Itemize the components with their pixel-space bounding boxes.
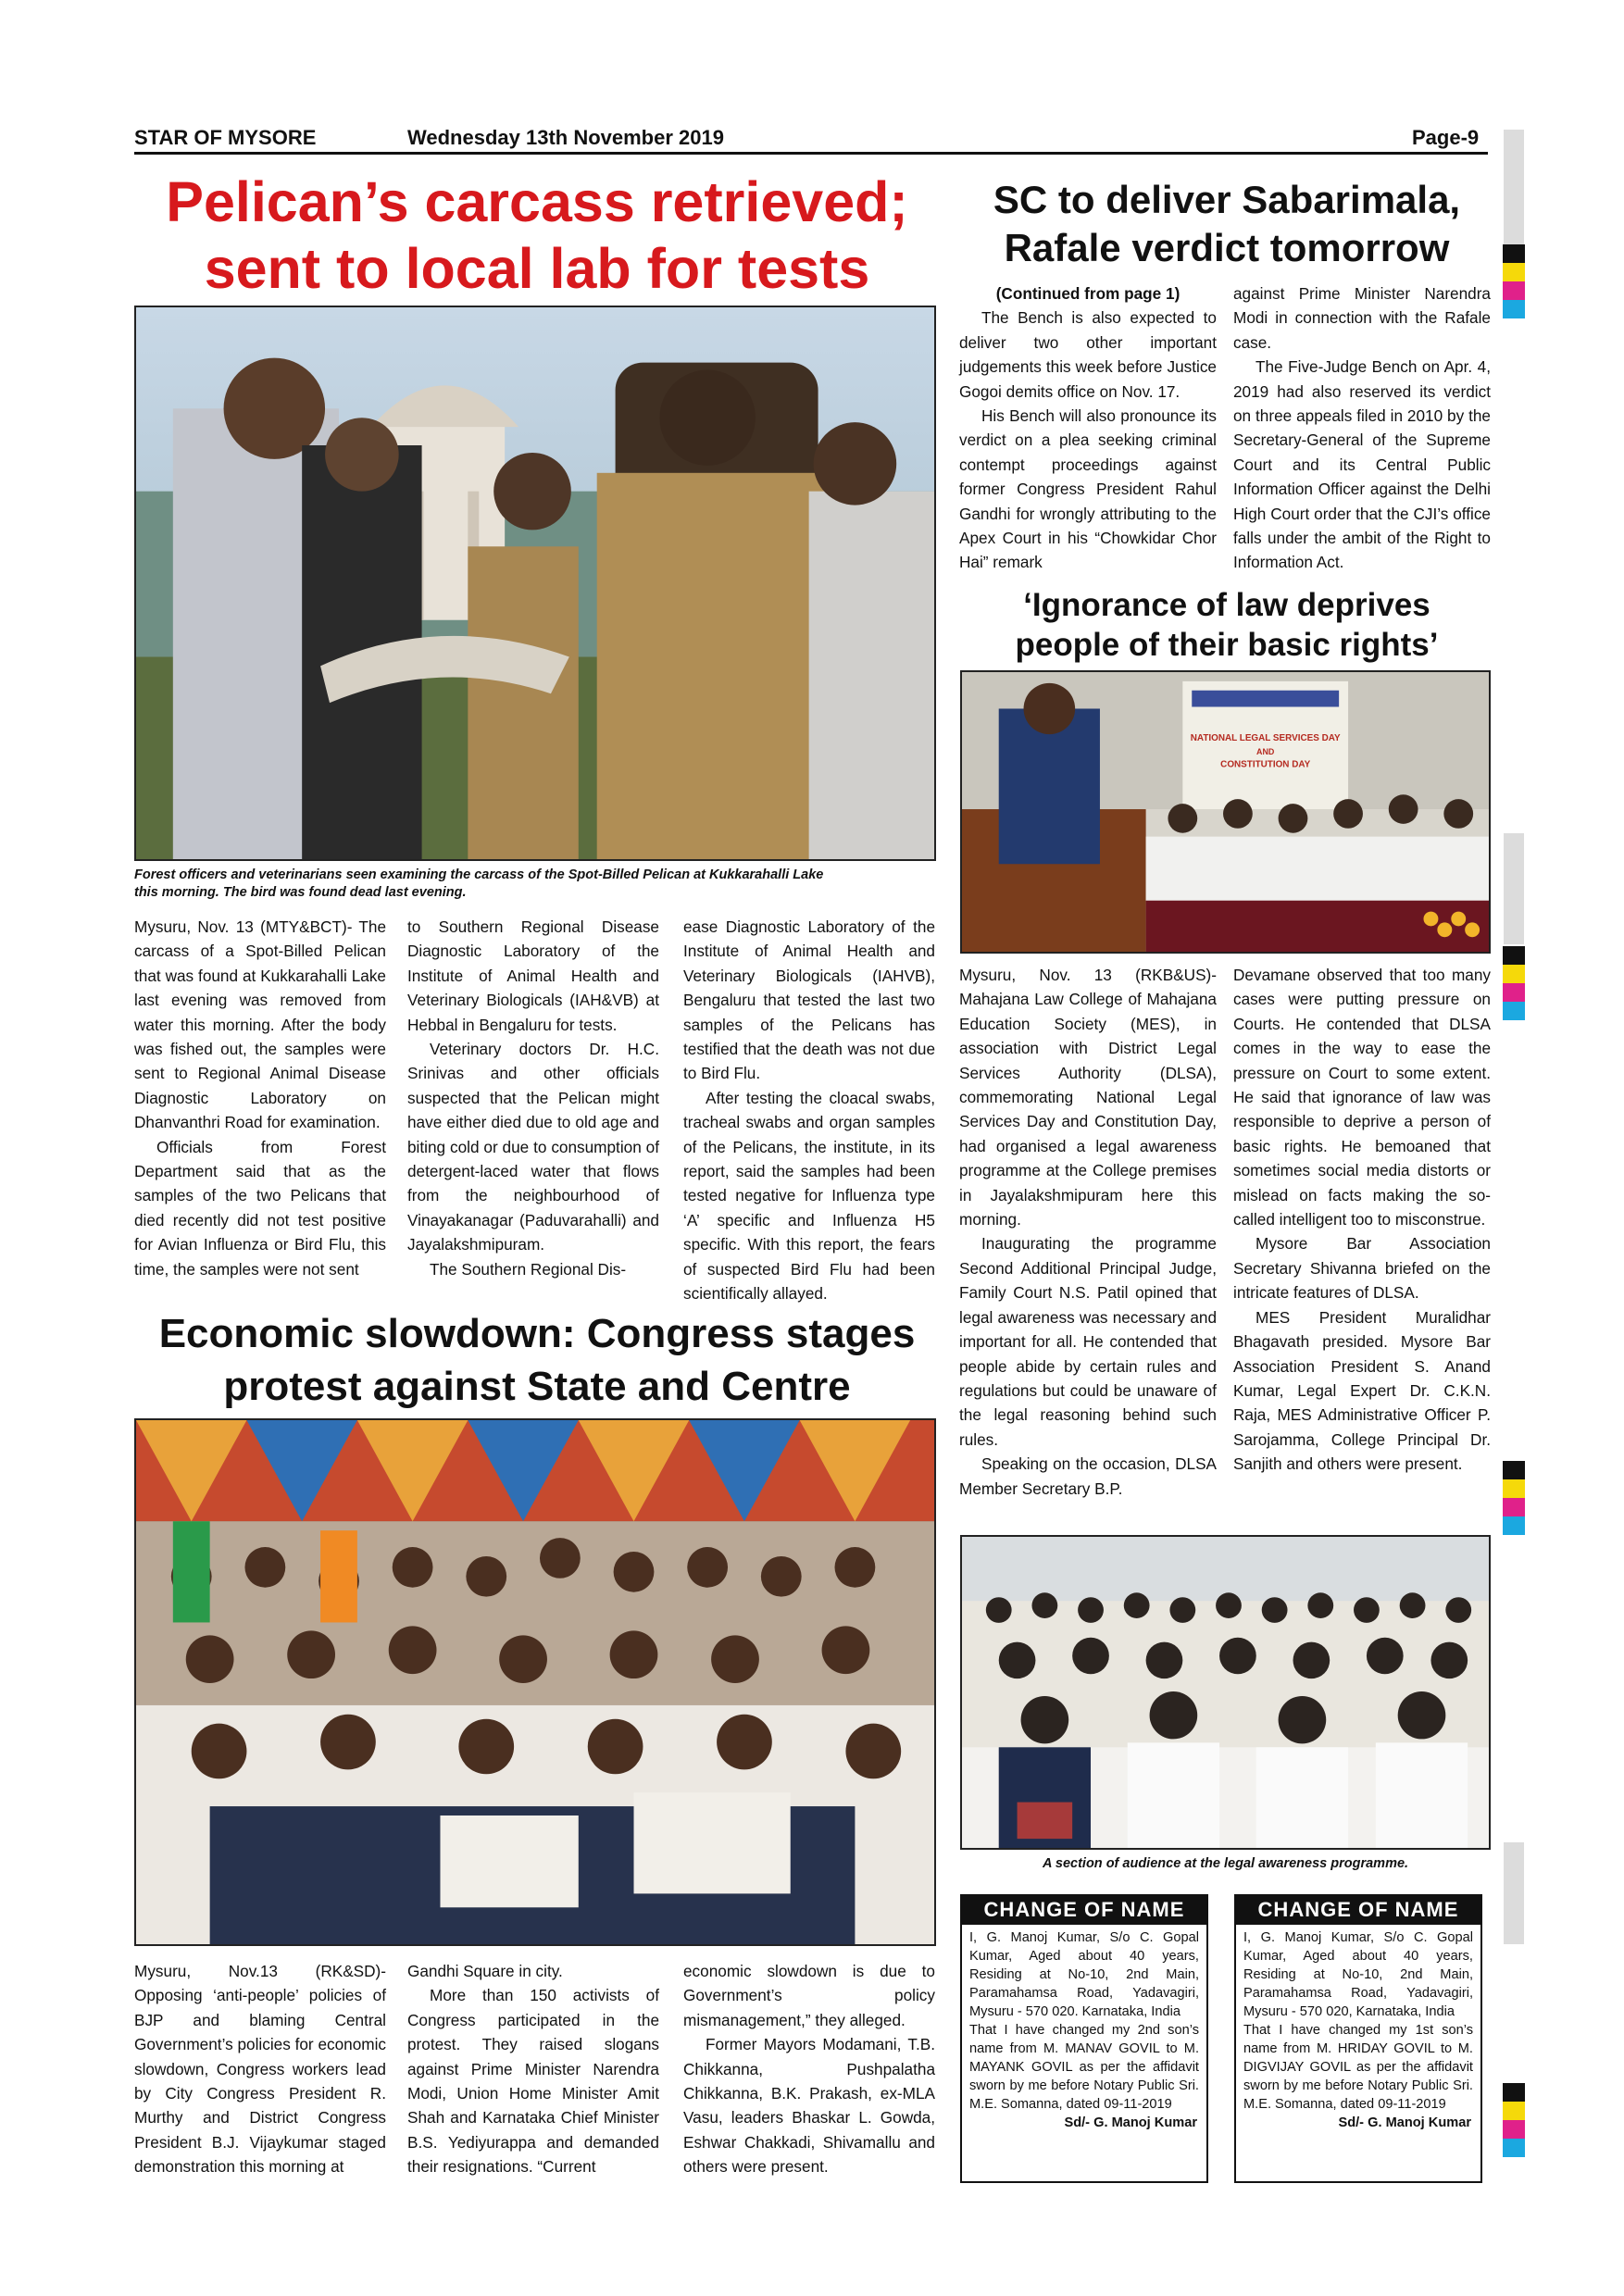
notice-title: CHANGE OF NAME bbox=[962, 1896, 1206, 1925]
paragraph: against Prime Minister Narendra Modi in connection with the Rafale case. bbox=[1233, 284, 1491, 352]
paragraph: Mysuru, Nov.13 (RK&SD)- Opposing ‘anti-people’ policies of BJP and blaming Central Government’s policies for economic slowdown, Congress workers lead by City Congress President R. Murthy and District Congress President B.J. Vijaykumar staged demonstration this morning at bbox=[134, 1962, 386, 2177]
paragraph: Devamane observed that too many cases were putting pressure on Courts. He contended that DLSA comes in the way to ease the pressure on Court to some extent. He said that ignorance of law was responsible to deprive a person of basic rights. He bemoaned that sometimes social media distorts or mislead on facts making the so-called intelligent too to misconstrue. bbox=[1233, 966, 1491, 1229]
margin-gray-bar bbox=[1504, 130, 1524, 250]
paragraph: to Southern Regional Disease Diagnostic Laboratory of the Institute of Animal Health and Veterinary Biologicals (IAH&VB) at Hebbal in Bengaluru for tests. bbox=[407, 917, 659, 1034]
pelican-column-2 bbox=[407, 915, 659, 1281]
notice-signature: Sd/- G. Manoj Kumar bbox=[1064, 2115, 1197, 2130]
notice-title: CHANGE OF NAME bbox=[1236, 1896, 1480, 1925]
color-registration-mark bbox=[1503, 1461, 1525, 1535]
paragraph: Mysore Bar Association Secretary Shivanna briefed on the intricate features of DLSA. bbox=[1233, 1234, 1491, 1303]
econ-headline: Economic slowdown: Congress stages protest against State and Centre bbox=[158, 1311, 916, 1409]
change-of-name-notice bbox=[1234, 1894, 1482, 2183]
law-column-1 bbox=[959, 963, 1217, 1501]
pelican-column-1 bbox=[134, 915, 386, 1281]
notice-body: I, G. Manoj Kumar, S/o C. Gopal Kumar, Aged about 40 years, Residing at No-10, 2nd Main, Paramahamsa Road, Yadavagiri, Mysuru - 570 020, Karnataka, India That I have changed my 1st son’s name from M. HRIDAY GOVIL to M. DIGVIJAY GOVIL as per the affidavit sworn by me before Notary Public Sri. M.E. Somanna, dated 09-11-2019 bbox=[1243, 1930, 1473, 2112]
audience-caption: A section of audience at the legal awareness programme. bbox=[1042, 1856, 1409, 1871]
paragraph: The Five-Judge Bench on Apr. 4, 2019 had also reserved its verdict on three appeals filed in 2010 by the Secretary-General of the Supreme Court and its Central Public Information Officer against the Delhi High Court order that the CJI’s office falls under the ambit of the Right to Information Act. bbox=[1233, 357, 1491, 572]
pelican-column-3 bbox=[683, 915, 935, 1306]
law-event-photo bbox=[960, 670, 1491, 954]
pelican-headline: Pelican’s carcass retrieved; sent to local lab for tests bbox=[166, 170, 908, 300]
sc-column-2 bbox=[1233, 281, 1491, 575]
color-registration-mark bbox=[1503, 946, 1525, 1020]
margin-gray-bar bbox=[1504, 833, 1524, 944]
paragraph: The Southern Regional Dis- bbox=[430, 1259, 627, 1279]
banner-line-3: CONSTITUTION DAY bbox=[1220, 759, 1311, 770]
protest-photo bbox=[134, 1418, 936, 1946]
paragraph: Mysuru, Nov. 13 (RKB&US)- Mahajana Law College of Mahajana Education Society (MES), in association with District Legal Services Authority (DLSA), commemorating National Legal Services Day and Constitution Day, had organised a legal awareness programme at the College premises in Jayalakshmipuram here this morning. bbox=[959, 966, 1217, 1229]
econ-column-3 bbox=[683, 1959, 935, 2179]
paragraph: Mysuru, Nov. 13 (MTY&BCT)- The carcass of a Spot-Billed Pelican that was found at Kukkarahalli Lake last evening was removed from water this morning. After the body was fished out, the samples were sent to Regional Animal Disease Diagnostic Laboratory on Dhanvanthri Road for examination. bbox=[134, 917, 386, 1132]
sc-headline: SC to deliver Sabarimala, Rafale verdict tomorrow bbox=[993, 178, 1461, 269]
paragraph: Former Mayors Modamani, T.B. Chikkanna, Pushpalatha Chikkanna, B.K. Prakash, ex-MLA Vasu, leaders Bhaskar L. Gowda, Eshwar Chakkadi, Shivamallu and others were present. bbox=[683, 2035, 935, 2177]
paragraph: MES President Muralidhar Bhagavath presided. Mysore Bar Association President S. Anand Kumar, Legal Expert Dr. C.K.N. Raja, MES Administrative Officer P. Sarojamma, College Principal Dr. Sanjith and others were present. bbox=[1233, 1307, 1491, 1474]
paragraph: Veterinary doctors Dr. H.C. Srinivas and other officials suspected that the Pelican might have either died due to old age and biting cold or due to consumption of detergent-laced water that flows from the neighbourhood of Vinayakanagar (Paduvarahalli) and Jayalakshmipuram. bbox=[407, 1040, 659, 1254]
paragraph: After testing the cloacal swabs, tracheal swabs and organ samples of the Pelicans, the institute, in its report, said the samples had been tested negative for Influenza type ‘A’ specific and Influenza H5 specific. With this report, the fears of suspected Bird Flu had been scientifically allayed. bbox=[683, 1088, 935, 1304]
sc-column-1 bbox=[959, 281, 1217, 575]
change-of-name-notice bbox=[960, 1894, 1208, 2183]
continued-note: (Continued from page 1) bbox=[995, 284, 1181, 303]
margin-gray-bar bbox=[1504, 1842, 1524, 1944]
paragraph: economic slowdown is due to Government’s policy mismanagement,” they alleged. bbox=[683, 1962, 935, 2029]
paragraph: More than 150 activists of Congress participated in the protest. They raised slogans against Prime Minister Narendra Modi, Union Home Minister Amit Shah and Karnataka Chief Minister B.S. Yediyurappa and demanded their resignations. “Current bbox=[407, 1986, 659, 2177]
paragraph: His Bench will also pronounce its verdict on a plea seeking criminal contempt proceedings against former Congress President Rahul Gandhi for wrongly attributing to the Apex Court in his “Chowkidar Chor Hai” remark bbox=[959, 406, 1217, 572]
econ-column-1 bbox=[134, 1959, 386, 2179]
paragraph: Speaking on the occasion, DLSA Member Secretary B.P. bbox=[959, 1454, 1217, 1498]
law-column-2 bbox=[1233, 963, 1491, 1477]
notice-signature: Sd/- G. Manoj Kumar bbox=[1338, 2115, 1471, 2130]
paragraph: Inaugurating the programme Second Additional Principal Judge, Family Court N.S. Patil opined that legal awareness was necessary and important for all. He contended that people abide by certain rules and regulations but could be unaware of the legal reasoning behind such rules. bbox=[959, 1234, 1217, 1449]
color-registration-mark bbox=[1503, 2083, 1525, 2157]
banner-line-2: AND bbox=[1256, 746, 1275, 756]
econ-column-2 bbox=[407, 1959, 659, 2179]
notice-body: I, G. Manoj Kumar, S/o C. Gopal Kumar, Aged about 40 years, Residing at No-10, 2nd Main, Paramahamsa Road, Yadavagiri, Mysuru - 570 020. Karnataka, India That I have changed my 2nd son’s name from M. MANAV GOVIL to M. MAYANK GOVIL as per the affidavit sworn by me before Notary Public Sri. M.E. Somanna, dated 09-11-2019 bbox=[969, 1930, 1199, 2112]
page-number: Page-9 bbox=[1412, 126, 1480, 149]
paragraph: The Bench is also expected to deliver two other important judgements this week before Justice Gogoi demits office on Nov. 17. bbox=[959, 308, 1217, 401]
paragraph: ease Diagnostic Laboratory of the Institute of Animal Health and Veterinary Biologicals (IAHVB), Bengaluru that tested the last two samples of the Pelicans has testified that the death was not due to Bird Flu. bbox=[683, 917, 935, 1083]
masthead-rule bbox=[134, 152, 1488, 155]
paragraph: Officials from Forest Department said that as the samples of the two Pelicans that died recently did not test positive for Avian Influenza or Bird Flu, this time, the samples were not sent bbox=[134, 1137, 386, 1279]
color-registration-mark bbox=[1503, 244, 1525, 318]
paper-name: STAR OF MYSORE bbox=[134, 126, 317, 149]
pelican-caption: Forest officers and veterinarians seen examining the carcass of the Spot-Billed Pelican at Kukkarahalli Lake this morning. The bird was found dead last evening. bbox=[134, 867, 824, 900]
law-headline: ‘Ignorance of law deprives people of their basic rights’ bbox=[1015, 587, 1439, 663]
paragraph: Gandhi Square in city. bbox=[407, 1962, 563, 1980]
pelican-photo bbox=[134, 306, 936, 861]
issue-date: Wednesday 13th November 2019 bbox=[407, 126, 724, 149]
audience-photo bbox=[960, 1535, 1491, 1850]
banner-line-1: NATIONAL LEGAL SERVICES DAY bbox=[1190, 733, 1341, 744]
